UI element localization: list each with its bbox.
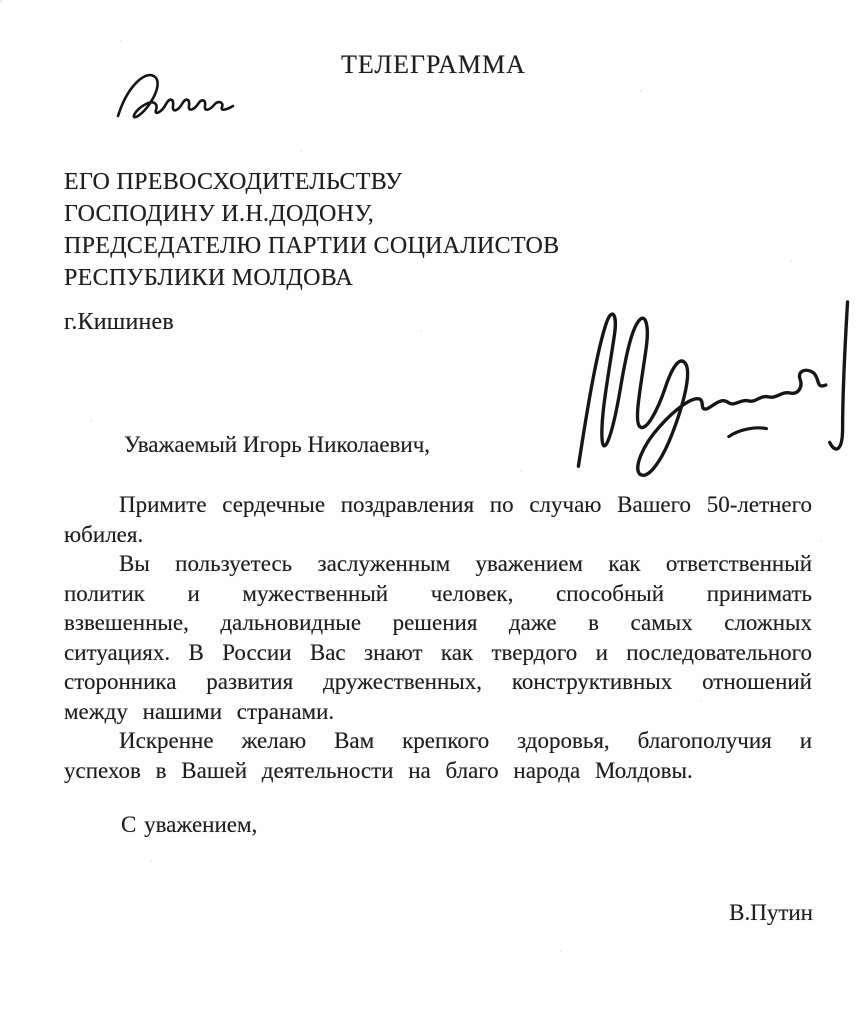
signature-icon <box>562 296 860 484</box>
signer-name: В.Путин <box>729 900 813 925</box>
recipient-city: г.Кишинев <box>64 309 174 335</box>
paragraph: Вы пользуетесь заслуженным уважением как ответственный политик и мужественный человек, способный принимать взвешенные, дальновидные решения даже в самых сложных ситуациях. В России Вас знают как твердого и последовательного сторонника развития дружественных, конструктивных отношений между нашими странами. <box>64 551 812 724</box>
recipient-line: ЕГО ПРЕВОСХОДИТЕЛЬСТВУ <box>64 169 403 195</box>
recipient-line: ПРЕДСЕДАТЕЛЮ ПАРТИИ СОЦИАЛИСТОВ <box>64 233 560 259</box>
salutation: Уважаемый Игорь Николаевич, <box>124 432 431 457</box>
document-title: ТЕЛЕГРАММА <box>341 50 526 79</box>
handwritten-initials-icon <box>112 66 252 124</box>
recipient-line: ГОСПОДИНУ И.Н.ДОДОНУ, <box>64 201 374 227</box>
letter-body <box>64 490 812 785</box>
paragraph: Искренне желаю Вам крепкого здоровья, благополучия и успехов в Вашей деятельности на благо народа Молдовы. <box>64 728 812 783</box>
recipient-line: РЕСПУБЛИКИ МОЛДОВА <box>64 265 354 291</box>
recipient-address <box>64 166 560 338</box>
paragraph: Примите сердечные поздравления по случаю Вашего 50-летнего юбилея. <box>64 492 812 547</box>
closing-line: С уважением, <box>121 812 258 837</box>
